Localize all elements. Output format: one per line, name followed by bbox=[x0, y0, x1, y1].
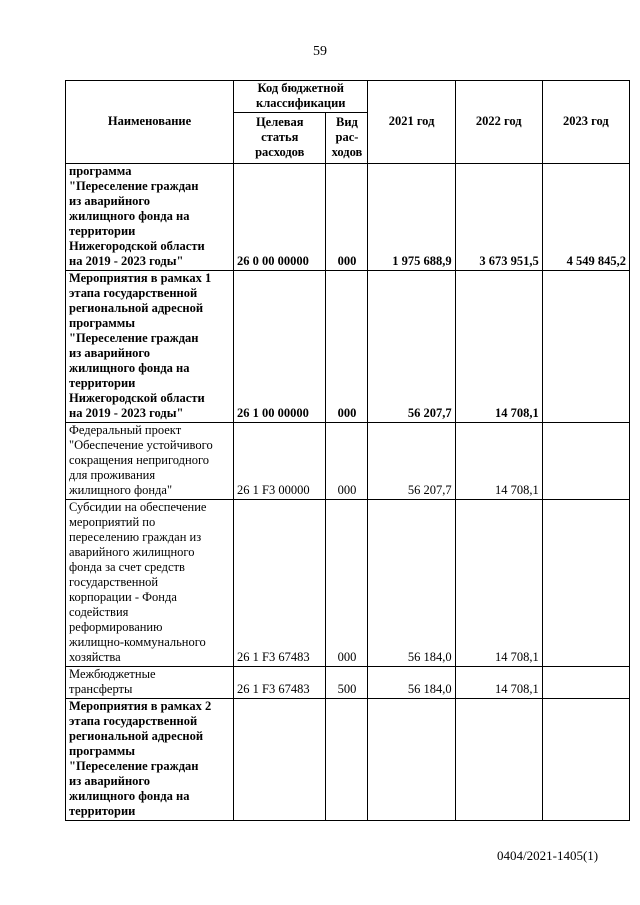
cell-y2022: 14 708,1 bbox=[455, 423, 542, 500]
table-row bbox=[66, 699, 630, 821]
header-target-article: Целевая статья расходов bbox=[234, 113, 326, 164]
cell-y2022: 14 708,1 bbox=[455, 500, 542, 667]
cell-type: 000 bbox=[326, 500, 368, 667]
cell-y2021: 56 207,7 bbox=[368, 271, 455, 423]
cell-name: Межбюджетные трансферты bbox=[66, 667, 234, 699]
cell-y2023 bbox=[542, 423, 629, 500]
page-number: 59 bbox=[313, 44, 327, 59]
cell-y2021: 56 184,0 bbox=[368, 667, 455, 699]
cell-name: Федеральный проект "Обеспечение устойчивого сокращения непригодного для проживания жилищного фонда" bbox=[66, 423, 234, 500]
cell-y2023 bbox=[542, 699, 629, 821]
cell-code: 26 1 F3 00000 bbox=[234, 423, 326, 500]
header-expense-type: Вид рас-ходов bbox=[326, 113, 368, 164]
cell-y2021 bbox=[368, 699, 455, 821]
budget-table bbox=[65, 80, 630, 821]
cell-name: Субсидии на обеспечение мероприятий по переселению граждан из аварийного жилищного фонда за счет средств государственной корпорации - Фонда содействия реформированию жилищно-коммунального хозяйства bbox=[66, 500, 234, 667]
cell-y2021: 1 975 688,9 bbox=[368, 164, 455, 271]
cell-y2022: 14 708,1 bbox=[455, 271, 542, 423]
cell-y2022 bbox=[455, 699, 542, 821]
cell-code: 26 1 F3 67483 bbox=[234, 667, 326, 699]
cell-name: Мероприятия в рамках 1 этапа государственной региональной адресной программы "Переселение граждан из аварийного жилищного фонда на территории Нижегородской области на 2019 - 2023 годы" bbox=[66, 271, 234, 423]
cell-y2023 bbox=[542, 500, 629, 667]
cell-y2021: 56 207,7 bbox=[368, 423, 455, 500]
table-row bbox=[66, 164, 630, 271]
cell-code bbox=[234, 699, 326, 821]
cell-type: 000 bbox=[326, 271, 368, 423]
cell-y2023 bbox=[542, 271, 629, 423]
cell-y2023 bbox=[542, 667, 629, 699]
cell-y2022: 3 673 951,5 bbox=[455, 164, 542, 271]
table-row bbox=[66, 423, 630, 500]
header-2022: 2022 год bbox=[455, 81, 542, 164]
cell-type: 000 bbox=[326, 164, 368, 271]
header-2021: 2021 год bbox=[368, 81, 455, 164]
document-code: 0404/2021-1405(1) bbox=[497, 848, 599, 863]
cell-code: 26 1 00 00000 bbox=[234, 271, 326, 423]
cell-y2023: 4 549 845,2 bbox=[542, 164, 629, 271]
cell-y2021: 56 184,0 bbox=[368, 500, 455, 667]
table-row bbox=[66, 271, 630, 423]
cell-type bbox=[326, 699, 368, 821]
cell-code: 26 0 00 00000 bbox=[234, 164, 326, 271]
cell-name: Мероприятия в рамках 2 этапа государственной региональной адресной программы "Переселение граждан из аварийного жилищного фонда на территории bbox=[66, 699, 234, 821]
header-kbk-group: Код бюджетной классификации bbox=[234, 81, 368, 113]
table-row bbox=[66, 500, 630, 667]
header-2023: 2023 год bbox=[542, 81, 629, 164]
cell-name: программа "Переселение граждан из аварийного жилищного фонда на территории Нижегородской области на 2019 - 2023 годы" bbox=[66, 164, 234, 271]
cell-type: 000 bbox=[326, 423, 368, 500]
table-row bbox=[66, 667, 630, 699]
cell-type: 500 bbox=[326, 667, 368, 699]
header-name: Наименование bbox=[66, 81, 234, 164]
cell-y2022: 14 708,1 bbox=[455, 667, 542, 699]
cell-code: 26 1 F3 67483 bbox=[234, 500, 326, 667]
